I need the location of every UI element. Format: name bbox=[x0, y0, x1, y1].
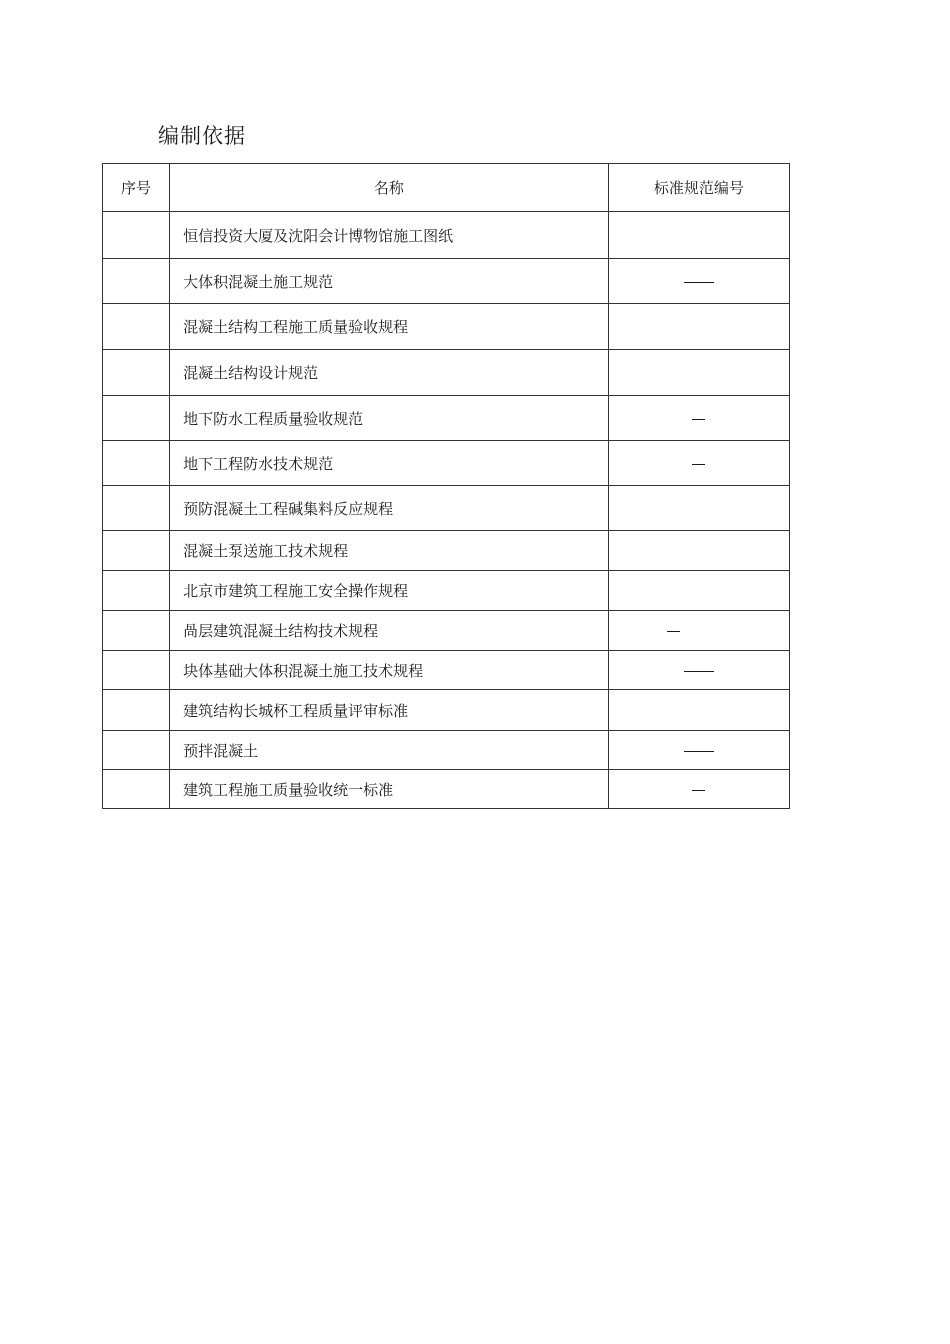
cell-standard-number bbox=[608, 690, 789, 731]
table-row bbox=[103, 259, 790, 304]
cell-name: 地下工程防水技术规范 bbox=[170, 441, 609, 486]
cell-standard-number bbox=[608, 651, 789, 690]
table-row bbox=[103, 731, 790, 770]
cell-standard-number bbox=[608, 611, 789, 651]
cell-seq bbox=[103, 441, 170, 486]
cell-name: 建筑工程施工质量验收统一标准 bbox=[170, 770, 609, 809]
cell-seq bbox=[103, 611, 170, 651]
dash-mark bbox=[684, 671, 714, 672]
cell-standard-number bbox=[608, 396, 789, 441]
dash-mark bbox=[692, 790, 705, 791]
dash-mark bbox=[684, 751, 714, 752]
table-header-row bbox=[103, 164, 790, 212]
header-seq: 序号 bbox=[103, 164, 170, 212]
cell-standard-number bbox=[608, 441, 789, 486]
cell-seq bbox=[103, 770, 170, 809]
cell-seq bbox=[103, 531, 170, 571]
dash-mark bbox=[684, 282, 714, 283]
cell-name: 恒信投资大厦及沈阳会计博物馆施工图纸 bbox=[170, 212, 609, 259]
cell-seq bbox=[103, 486, 170, 531]
table-row bbox=[103, 350, 790, 396]
cell-seq bbox=[103, 731, 170, 770]
header-standard-number: 标准规范编号 bbox=[608, 164, 789, 212]
cell-name: 地下防水工程质量验收规范 bbox=[170, 396, 609, 441]
table-row bbox=[103, 611, 790, 651]
cell-name: 建筑结构长城杯工程质量评审标准 bbox=[170, 690, 609, 731]
cell-seq bbox=[103, 396, 170, 441]
cell-name: 混凝土结构工程施工质量验收规程 bbox=[170, 304, 609, 350]
cell-name: 咼层建筑混凝土结构技术规程 bbox=[170, 611, 609, 651]
table-row bbox=[103, 304, 790, 350]
cell-standard-number bbox=[608, 770, 789, 809]
cell-standard-number bbox=[608, 531, 789, 571]
cell-standard-number bbox=[608, 731, 789, 770]
dash-mark bbox=[692, 464, 705, 465]
cell-name: 混凝土结构设计规范 bbox=[170, 350, 609, 396]
table-row bbox=[103, 441, 790, 486]
table-row bbox=[103, 531, 790, 571]
cell-seq bbox=[103, 651, 170, 690]
reference-table bbox=[102, 163, 790, 809]
table-row bbox=[103, 571, 790, 611]
cell-standard-number bbox=[608, 571, 789, 611]
cell-name: 块体基础大体积混凝土施工技术规程 bbox=[170, 651, 609, 690]
cell-standard-number bbox=[608, 350, 789, 396]
cell-name: 北京市建筑工程施工安全操作规程 bbox=[170, 571, 609, 611]
page-title: 编制依据 bbox=[158, 124, 246, 148]
dash-mark bbox=[667, 631, 680, 632]
table-row bbox=[103, 396, 790, 441]
table-row bbox=[103, 770, 790, 809]
cell-standard-number bbox=[608, 212, 789, 259]
cell-name: 混凝土泵送施工技术规程 bbox=[170, 531, 609, 571]
cell-seq bbox=[103, 304, 170, 350]
cell-standard-number bbox=[608, 304, 789, 350]
dash-mark bbox=[692, 419, 705, 420]
cell-seq bbox=[103, 571, 170, 611]
cell-standard-number bbox=[608, 486, 789, 531]
table-row bbox=[103, 690, 790, 731]
header-name: 名称 bbox=[170, 164, 609, 212]
cell-seq bbox=[103, 350, 170, 396]
cell-seq bbox=[103, 690, 170, 731]
table-row bbox=[103, 486, 790, 531]
table-row bbox=[103, 212, 790, 259]
cell-seq bbox=[103, 259, 170, 304]
table-row bbox=[103, 651, 790, 690]
cell-seq bbox=[103, 212, 170, 259]
cell-standard-number bbox=[608, 259, 789, 304]
cell-name: 预防混凝土工程碱集料反应规程 bbox=[170, 486, 609, 531]
cell-name: 大体积混凝土施工规范 bbox=[170, 259, 609, 304]
cell-name: 预拌混凝土 bbox=[170, 731, 609, 770]
